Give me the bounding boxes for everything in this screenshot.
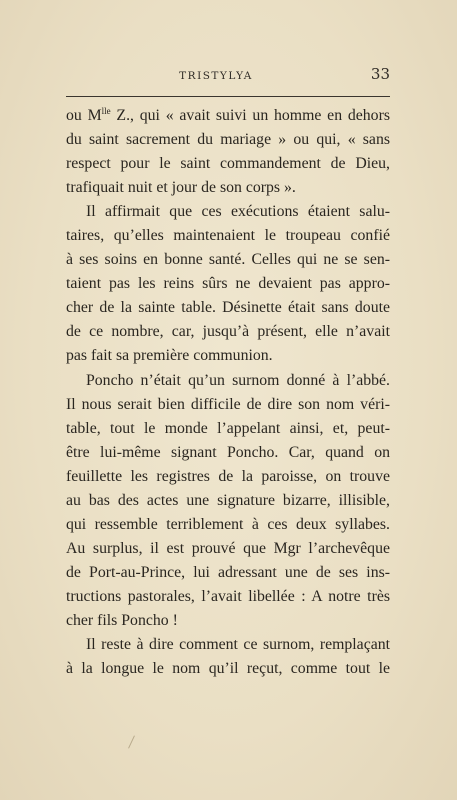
- page-number: 33: [370, 65, 390, 83]
- text-line-11: pas fait sa première communion.: [66, 347, 273, 365]
- text-line-16: feuillette les registres de la paroisse, on trouve: [66, 467, 390, 485]
- body-text: [66, 104, 390, 681]
- text-line-1: [66, 104, 390, 128]
- text-line-23: Il reste à dire comment ce surnom, remplaçant: [86, 636, 390, 654]
- text-line-13: Il nous serait bien difficile de dire son nom véri-: [66, 395, 390, 413]
- text-line-21: tructions pastorales, l’avait libellée : A notre très: [66, 587, 390, 605]
- text-line-18: qui ressemble terriblement à ces deux syllabes.: [66, 515, 390, 533]
- text-line-4: trafiquait nuit et jour de son corps ».: [66, 179, 296, 197]
- header-rule: [66, 96, 390, 97]
- text-line-1-superscript: lle: [101, 106, 111, 116]
- text-line-1-end: Z., qui « avait suivi un homme en dehors: [110, 107, 390, 124]
- text-line-12: Poncho n’était qu’un surnom donné à l’abbé.: [86, 371, 390, 389]
- text-line-5: Il affirmait que ces exécutions étaient salu-: [86, 203, 390, 221]
- running-title: TRISTYLYA: [179, 70, 253, 82]
- paper-speck: [128, 735, 135, 748]
- text-line-19: Au surplus, il est prouvé que Mgr l’archevêque: [66, 539, 390, 557]
- text-line-6: taires, qu’elles maintenaient le troupeau confié: [66, 227, 390, 245]
- text-line-8: taient pas les reins sûrs ne devaient pas appro-: [66, 275, 390, 293]
- text-line-15: être lui-même signant Poncho. Car, quand on: [66, 443, 390, 461]
- text-line-7: à ses soins en bonne santé. Celles qui ne se sen-: [66, 251, 390, 269]
- text-line-24: à la longue le nom qu’il reçut, comme tout le: [66, 660, 390, 678]
- text-line-14: table, tout le monde l’appelant ainsi, et, peut-: [66, 419, 390, 437]
- page-header: [0, 62, 457, 86]
- text-line-20: de Port-au-Prince, lui adressant une de ses ins-: [66, 563, 390, 581]
- text-line-22: cher fils Poncho !: [66, 611, 178, 629]
- text-line-10: de ce nombre, car, jusqu’à présent, elle n’avait: [66, 323, 390, 341]
- text-line-2: du saint sacrement du mariage » ou qui, « sans: [66, 131, 390, 149]
- text-line-9: cher de la sainte table. Désinette était sans doute: [66, 299, 390, 317]
- text-line-1-start: ou M: [66, 107, 102, 124]
- text-line-3: respect pour le saint commandement de Dieu,: [66, 155, 390, 173]
- text-line-17: au bas des actes une signature bizarre, illisible,: [66, 491, 390, 509]
